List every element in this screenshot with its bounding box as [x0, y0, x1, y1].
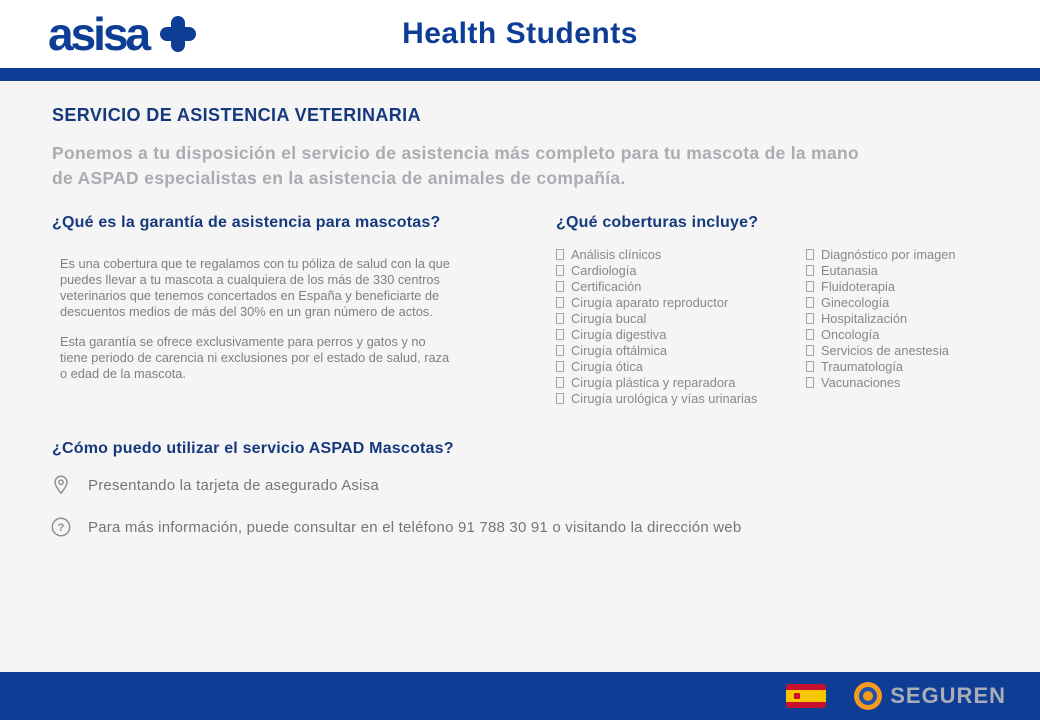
flag-stripe: [786, 690, 826, 702]
checkbox-placeholder-icon: [806, 297, 814, 308]
guarantee-paragraph-2: Esta garantía se ofrece exclusivamente para perros y gatos y no tiene periodo de carencia ni exclusiones por el estado de salud, raza o edad de la mascota.: [60, 334, 450, 381]
list-item: [806, 342, 1006, 358]
list-item: [556, 294, 796, 310]
list-item: [556, 326, 796, 342]
list-item: [806, 262, 1006, 278]
list-item: [556, 390, 796, 406]
checkbox-placeholder-icon: [556, 281, 564, 292]
checkbox-placeholder-icon: [806, 329, 814, 340]
intro-text: Ponemos a tu disposición el servicio de asistencia más completo para tu mascota de la mano de ASPAD especialistas en la asistencia de animales de compañía.: [52, 143, 859, 188]
checkbox-placeholder-icon: [556, 361, 564, 372]
svg-text:?: ?: [57, 522, 65, 535]
list-item: [806, 326, 1006, 342]
coverage-item-label: Vacunaciones: [821, 374, 901, 390]
coverage-item-label: Certificación: [571, 278, 642, 294]
flag-emblem: [794, 693, 800, 699]
guarantee-paragraph-1: Es una cobertura que te regalamos con tu póliza de salud con la que puedes llevar a tu mascota a cualquiera de los más de 330 centros veterinarios que tenemos concertados en España y beneficiarte de descuentos medios de más del 30% en un gran número de actos.: [60, 256, 450, 319]
coverage-item-label: Cirugía urológica y vías urinarias: [571, 390, 758, 406]
main-content: [0, 81, 1040, 672]
list-item: [556, 246, 796, 262]
coverage-item-label: Traumatología: [821, 358, 904, 374]
coverage-item-label: Cardiología: [571, 262, 637, 278]
seguren-logo: [854, 682, 1006, 710]
coverage-item-label: Ginecología: [821, 294, 890, 310]
checkbox-placeholder-icon: [556, 377, 564, 388]
list-item: [556, 310, 796, 326]
checkbox-placeholder-icon: [806, 313, 814, 324]
list-item: [806, 310, 1006, 326]
list-item: [556, 342, 796, 358]
checkbox-placeholder-icon: [556, 265, 564, 276]
coverage-item-label: Cirugía bucal: [571, 310, 647, 326]
coverage-item-label: Cirugía aparato reproductor: [571, 294, 729, 310]
list-item: [556, 358, 796, 374]
coverage-item-label: Hospitalización: [821, 310, 908, 326]
question-circle-icon: [50, 516, 72, 538]
flag-stripe: [786, 702, 826, 708]
checkbox-placeholder-icon: [556, 345, 564, 356]
spain-flag-icon: [786, 684, 826, 708]
coverage-item-label: Oncología: [821, 326, 880, 342]
coverage-item-label: Eutanasia: [821, 262, 878, 278]
section-title: SERVICIO DE ASISTENCIA VETERINARIA: [52, 105, 421, 125]
list-item: [556, 262, 796, 278]
page-title: Health Students: [402, 17, 638, 50]
list-item: [806, 358, 1006, 374]
asisa-logo: [48, 10, 198, 58]
checkbox-placeholder-icon: [556, 329, 564, 340]
list-item: [806, 374, 1006, 390]
list-item: [806, 278, 1006, 294]
coverage-heading: ¿Qué coberturas incluye?: [556, 214, 759, 231]
coverage-list-1: [556, 246, 796, 406]
coverage-item-label: Cirugía plástica y reparadora: [571, 374, 736, 390]
guarantee-body: [60, 256, 452, 382]
checkbox-placeholder-icon: [806, 361, 814, 372]
coverage-item-label: Diagnóstico por imagen: [821, 246, 956, 262]
coverage-item-label: Análisis clínicos: [571, 246, 662, 262]
usage-item-card: [50, 516, 741, 538]
coverage-item-label: Cirugía digestiva: [571, 326, 667, 342]
coverage-list-2: [806, 246, 1006, 390]
checkbox-placeholder-icon: [556, 313, 564, 324]
list-item: [556, 374, 796, 390]
asisa-plus-icon: [158, 14, 198, 54]
checkbox-placeholder-icon: [556, 297, 564, 308]
checkbox-placeholder-icon: [806, 249, 814, 260]
checkbox-placeholder-icon: [806, 345, 814, 356]
seguren-mark-icon: [854, 682, 882, 710]
list-item: [806, 294, 1006, 310]
checkbox-placeholder-icon: [556, 393, 564, 404]
header-divider-bar: [0, 68, 1040, 81]
list-item: [556, 278, 796, 294]
coverage-item-label: Cirugía ótica: [571, 358, 643, 374]
seguren-logo-text: SEGUREN: [890, 683, 1006, 708]
usage-item-text: Para más información, puede consultar en el teléfono 91 788 30 91 o visitando la dirección web: [88, 518, 742, 536]
usage-heading: ¿Cómo puedo utilizar el servicio ASPAD Mascotas?: [52, 440, 454, 457]
usage-item-text: Presentando la tarjeta de asegurado Asisa: [88, 476, 379, 494]
asisa-logo-text: asisa: [48, 8, 149, 60]
coverage-item-label: Servicios de anestesia: [821, 342, 950, 358]
location-pin-icon: [50, 474, 72, 496]
checkbox-placeholder-icon: [806, 377, 814, 388]
guarantee-heading: ¿Qué es la garantía de asistencia para mascotas?: [52, 214, 441, 231]
coverage-item-label: Cirugía oftálmica: [571, 342, 668, 358]
header: [0, 0, 1040, 68]
list-item: [806, 246, 1006, 262]
checkbox-placeholder-icon: [806, 281, 814, 292]
checkbox-placeholder-icon: [806, 265, 814, 276]
coverage-item-label: Fluidoterapia: [821, 278, 895, 294]
checkbox-placeholder-icon: [556, 249, 564, 260]
usage-item-card: [50, 474, 379, 496]
footer: [0, 672, 1040, 720]
